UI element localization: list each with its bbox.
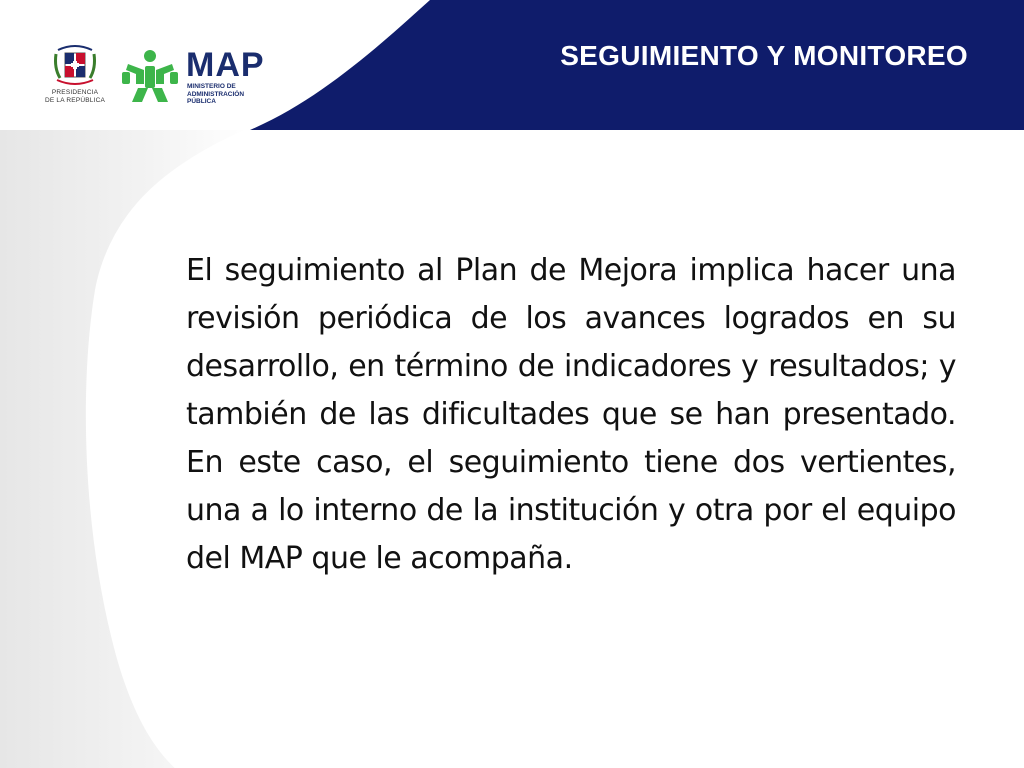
presidencia-caption [44,89,106,105]
map-subtitle-line1: MINISTERIO DE [187,83,236,90]
slide-title: SEGUIMIENTO Y MONITOREO [560,40,968,71]
map-logo [120,46,280,110]
map-subtitle-line2: ADMINISTRACIÓN [187,90,245,98]
map-subtitle-line3: PÚBLICA [187,98,216,105]
presidencia-logo [44,42,106,112]
map-people-mark-icon [120,48,180,104]
body-paragraph: El seguimiento al Plan de Mejora implica hacer una revisión periódica de los avances logrados en su desarrollo, en término de indicadores y resultados; y también de las dificultades que se han presentado. En este caso, el seguimiento tiene dos vertientes, una a lo interno de la institución y otra por el equipo del MAP que le acompaña. [186,253,956,576]
map-subtitle [187,83,244,106]
map-wordmark: MAP [186,46,265,84]
coat-of-arms-icon [52,42,98,88]
presidencia-caption-line1: PRESIDENCIA [51,89,99,96]
presidencia-caption-line2: DE LA REPÚBLICA [44,97,106,104]
